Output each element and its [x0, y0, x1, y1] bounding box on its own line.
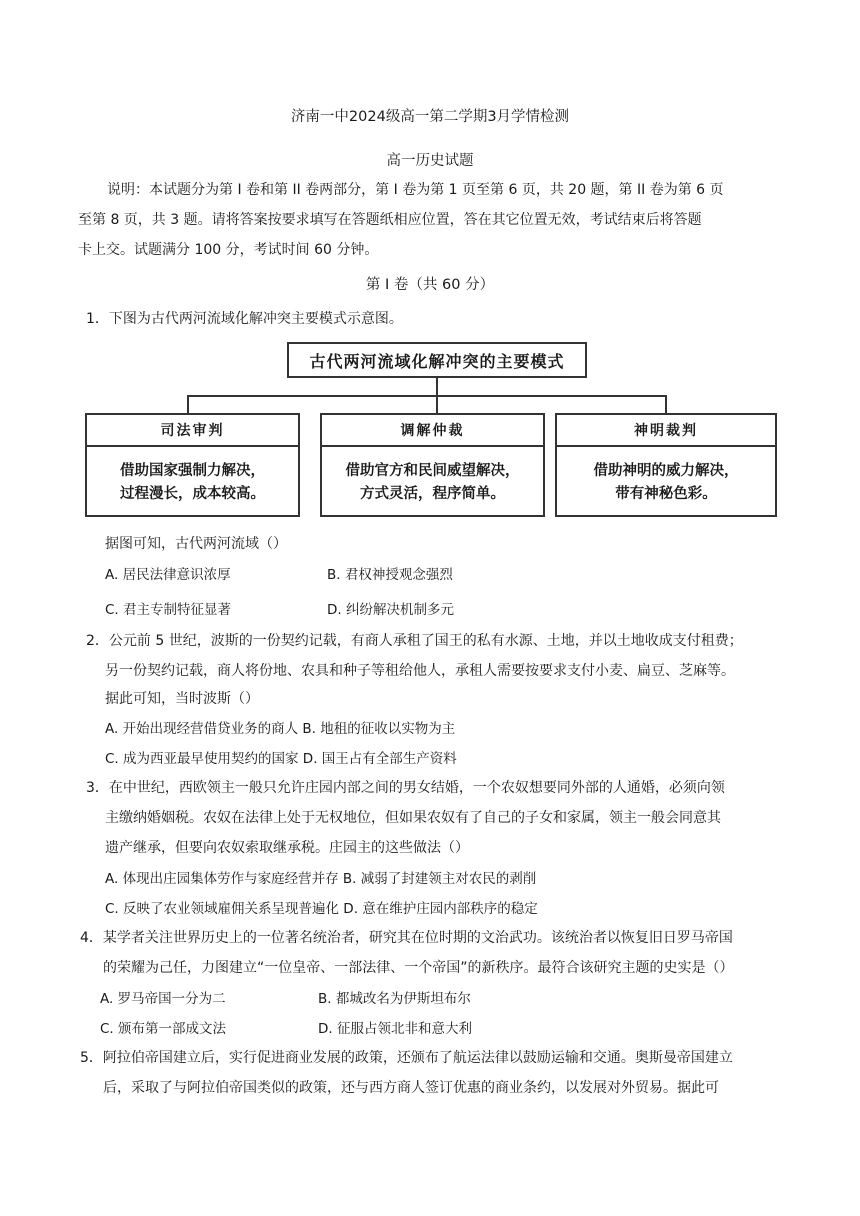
question-4-option-c[interactable]: C. 颁布第一部成文法	[100, 1021, 227, 1037]
question-3-options-ab[interactable]: A. 体现出庄园集体劳作与家庭经营并存 B. 减弱了封建领主对农民的剥削	[105, 871, 537, 887]
diagram-connector	[187, 395, 667, 397]
question-4-line-1: 4．某学者关注世界历史上的一位著名统治者，研究其在位时期的文治武功。该统治者以恢复旧日罗马帝国	[80, 930, 733, 946]
exam-title: 济南一中2024级高一第二学期3月学情检测	[290, 109, 570, 125]
question-1-option-a[interactable]: A. 居民法律意识浓厚	[105, 567, 231, 583]
question-2-line-2: 另一份契约记载，商人将份地、农具和种子等租给他人，承租人需要按要求支付小麦、扁豆、芝麻等。	[105, 663, 735, 679]
diagram-connector	[436, 395, 438, 413]
instructions-line-2: 至第 8 页，共 3 题。请将答案按要求填写在答题纸相应位置，答在其它位置无效，考试结束后将答题	[78, 212, 702, 228]
question-1-prompt: 据图可知，古代两河流域（）	[105, 536, 287, 552]
question-4-option-d[interactable]: D. 征服占领北非和意大利	[318, 1021, 472, 1037]
question-4-line-2: 的荣耀为己任，力图建立“一位皇帝、一部法律、一个帝国”的新秩序。最符合该研究主题的史实是（）	[103, 960, 734, 976]
question-2-line-1: 2．公元前 5 世纪，波斯的一份契约记载，有商人承租了国王的私有水源、土地，并以土地收成支付租费；	[86, 633, 743, 649]
question-3-line-3: 遗产继承，但要向农奴索取继承税。庄园主的这些做法（）	[105, 840, 469, 856]
question-2-options-ab[interactable]: A. 开始出现经营借贷业务的商人 B. 地租的征收以实物为主	[105, 721, 456, 737]
question-5-line-1: 5．阿拉伯帝国建立后，实行促进商业发展的政策，还颁布了航运法律以鼓励运输和交通。奥斯曼帝国建立	[80, 1050, 733, 1066]
diagram-title-box: 古代两河流域化解冲突的主要模式	[287, 342, 587, 378]
diagram-column-text: 带有神秘色彩。	[615, 485, 717, 502]
diagram-column-head: 神明裁判	[557, 415, 775, 447]
diagram-column-text: 借助国家强制力解决，	[120, 462, 265, 479]
exam-subtitle: 高一历史试题	[386, 153, 474, 169]
diagram-connector	[436, 378, 438, 396]
diagram-column-mediation	[320, 413, 545, 517]
question-2-line-3: 据此可知，当时波斯（）	[105, 691, 259, 707]
diagram-connector	[187, 395, 189, 413]
diagram-column-head: 调解仲裁	[322, 415, 543, 447]
instructions-line-3: 卡上交。试题满分 100 分，考试时间 60 分钟。	[78, 242, 379, 258]
diagram-column-text: 借助官方和民间威望解决，	[345, 462, 520, 479]
section-title: 第 I 卷（共 60 分）	[365, 277, 495, 293]
question-3-line-1: 3．在中世纪，西欧领主一般只允许庄园内部之间的男女结婚，一个农奴想要同外部的人通婚，必须向领	[86, 780, 725, 796]
question-1-option-d[interactable]: D. 纠纷解决机制多元	[327, 602, 454, 618]
diagram-column-divine	[555, 413, 777, 517]
diagram-column-text: 借助神明的威力解决，	[593, 462, 739, 479]
question-4-option-b[interactable]: B. 都城改名为伊斯坦布尔	[318, 991, 471, 1007]
question-3-options-cd[interactable]: C. 反映了农业领域雇佣关系呈现普遍化 D. 意在维护庄园内部秩序的稳定	[105, 901, 538, 917]
instructions-line-1: 说明：本试题分为第 I 卷和第 II 卷两部分，第 I 卷为第 1 页至第 6 页，共 20 题，第 II 卷为第 6 页	[107, 182, 724, 198]
diagram-column-text: 过程漫长，成本较高。	[120, 485, 265, 502]
diagram-column-judicial	[85, 413, 300, 517]
question-5-line-2: 后，采取了与阿拉伯帝国类似的政策，还与西方商人签订优惠的商业条约，以发展对外贸易。据此可	[103, 1080, 719, 1096]
diagram-column-head: 司法审判	[87, 415, 298, 447]
question-2-options-cd[interactable]: C. 成为西亚最早使用契约的国家 D. 国王占有全部生产资料	[105, 751, 457, 767]
question-1-option-b[interactable]: B. 君权神授观念强烈	[327, 567, 453, 583]
question-3-line-2: 主缴纳婚姻税。农奴在法律上处于无权地位，但如果农奴有了自己的子女和家属，领主一般会同意其	[105, 810, 721, 826]
question-1-option-c[interactable]: C. 君主专制特征显著	[105, 602, 232, 618]
diagram-column-text: 方式灵活，程序简单。	[360, 485, 505, 502]
question-1-stem: 1．下图为古代两河流域化解冲突主要模式示意图。	[86, 311, 403, 327]
diagram-connector	[665, 395, 667, 413]
question-4-option-a[interactable]: A. 罗马帝国一分为二	[100, 991, 226, 1007]
